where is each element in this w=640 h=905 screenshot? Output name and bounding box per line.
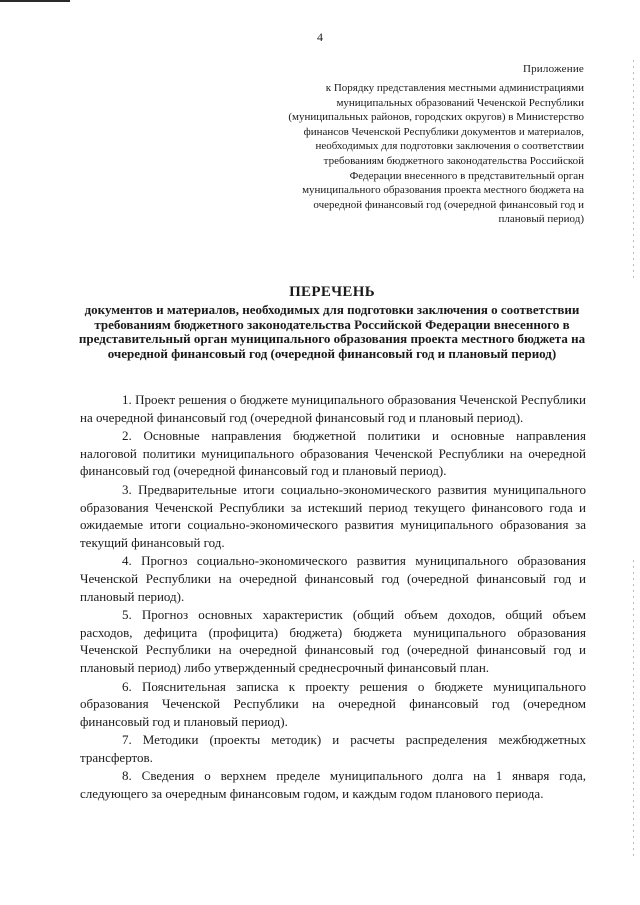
page-number: 4 <box>317 30 323 44</box>
list-item: 3. Предварительные итоги социально-экономического развития муниципального образования Чеченской Республики за истекший период текущего финансового года и ожидаемые итоги социально-экономического развития муниципального образования за текущий финансовый год. <box>80 481 586 550</box>
document-body <box>80 391 586 804</box>
scan-edge-artifact <box>633 560 634 860</box>
scan-corner-mark <box>0 0 70 2</box>
list-item: 7. Методики (проекты методик) и расчеты распределения межбюджетных трансфертов. <box>80 732 586 765</box>
list-item: 8. Сведения о верхнем пределе муниципального долга на 1 января года, следующего за очередным финансовым годом, и каждым годом планового периода. <box>80 768 586 802</box>
list-item: 4. Прогноз социально-экономического развития муниципального образования Чеченской Республики на очередной финансовый год (очередной финансовый год и плановый период). <box>80 553 586 604</box>
appendix-label: Приложение <box>522 63 584 75</box>
appendix-text: к Порядку представления местными администрациями муниципальных образований Чеченской Республики (муниципальных районов, городских округов) в Министерство финансов Чеченской Республики документов и материалов, необходимых для подготовки заключения о соответствии требованиям бюджетного законодательства Российской Федерации внесенного в представительный орган муниципального образования проекта местного бюджета на очередной финансовый год (очередной финансовый год и плановый период) <box>288 82 584 226</box>
document-subtitle: документов и материалов, необходимых для подготовки заключения о соответствии требованиям бюджетного законодательства Российской Федерации внесенного в представительный орган муниципального образования проекта местного бюджета на очередной финансовый год (очередной финансовый год и плановый период) <box>78 302 586 361</box>
list-item: 5. Прогноз основных характеристик (общий объем доходов, общий объем расходов, дефицита (профицита) бюджета) бюджета муниципального образования Чеченской Республики на очередной финансовый год (очередной финансовый год и плановый период) либо утвержденный среднесрочный финансовый план. <box>80 607 586 675</box>
list-item: 6. Пояснительная записка к проекту решения о бюджете муниципального образования Чеченской Республики на очередной финансовый год (очередном финансовый год и плановый период). <box>80 678 586 729</box>
document-title: ПЕРЕЧЕНЬ <box>289 284 375 300</box>
scan-edge-artifact <box>633 60 634 280</box>
list-item: 2. Основные направления бюджетной политики и основные направления налоговой политики муниципального образования Чеченской Республики на очередной финансовый год (очередной финансовый год и плановый период). <box>80 428 586 479</box>
list-item: 1. Проект решения о бюджете муниципального образования Чеченской Республики на очередной финансовый год (очередной финансовый год и плановый период). <box>80 392 586 425</box>
